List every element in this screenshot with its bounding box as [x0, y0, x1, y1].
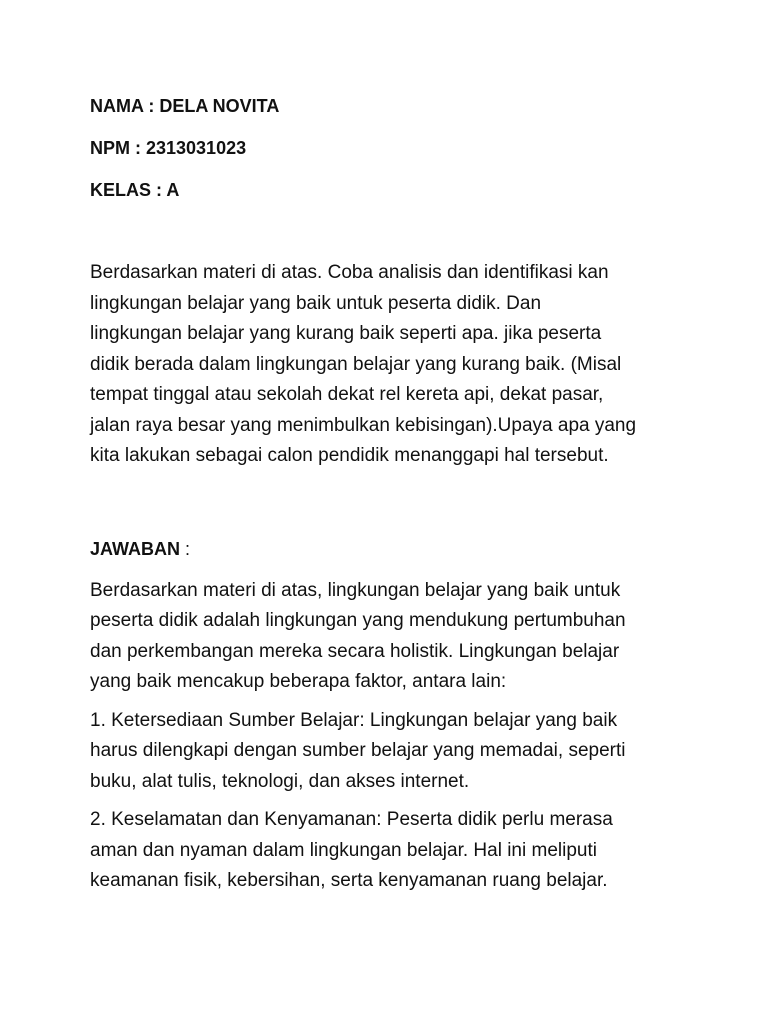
question-paragraph [90, 258, 690, 472]
answer-point-line: 1. Ketersediaan Sumber Belajar: Lingkungan belajar yang baik [90, 709, 618, 731]
answer-intro-line: dan perkembangan mereka secara holistik. Lingkungan belajar [90, 640, 620, 662]
question-line: kita lakukan sebagai calon pendidik menanggapi hal tersebut. [90, 445, 609, 466]
question-line: lingkungan belajar yang baik untuk peserta didik. Dan [90, 292, 542, 314]
answer-intro-line: Berdasarkan materi di atas, lingkungan belajar yang baik untuk [90, 579, 621, 601]
answer-intro-paragraph [90, 576, 690, 698]
question-line: jalan raya besar yang menimbulkan kebisingan).Upaya apa yang [90, 414, 637, 436]
question-line: tempat tinggal atau sekolah dekat rel kereta api, dekat pasar, [90, 384, 604, 405]
question-line: lingkungan belajar yang kurang baik seperti apa. jika peserta [90, 323, 602, 344]
answer-point-line: 2. Keselamatan dan Kenyamanan: Peserta didik perlu merasa [90, 809, 613, 830]
answer-heading-label: JAWABAN [90, 538, 181, 559]
answer-intro-line: yang baik mencakup beberapa faktor, antara lain: [90, 671, 507, 692]
answer-point-line: harus dilengkapi dengan sumber belajar yang memadai, seperti [90, 740, 626, 761]
answer-intro-line: peserta didik adalah lingkungan yang mendukung pertumbuhan [90, 610, 626, 631]
document-content [90, 94, 690, 897]
answer-point-1 [90, 706, 690, 798]
answer-heading [90, 536, 690, 562]
answer-point-line: buku, alat tulis, teknologi, dan akses internet. [90, 770, 470, 792]
answer-point-line: keamanan fisik, kebersihan, serta kenyamanan ruang belajar. [90, 870, 608, 891]
student-name: NAMA : DELA NOVITA [90, 96, 280, 116]
question-line: didik berada dalam lingkungan belajar yang kurang baik. (Misal [90, 353, 622, 375]
answer-heading-colon: : [180, 538, 191, 559]
answer-point-line: aman dan nyaman dalam lingkungan belajar. Hal ini meliputi [90, 839, 597, 861]
student-identity [90, 94, 690, 202]
student-npm: NPM : 2313031023 [90, 138, 247, 158]
student-class: KELAS : A [90, 180, 180, 200]
question-line: Berdasarkan materi di atas. Coba analisis dan identifikasi kan [90, 262, 609, 283]
answer-point-2 [90, 805, 690, 897]
